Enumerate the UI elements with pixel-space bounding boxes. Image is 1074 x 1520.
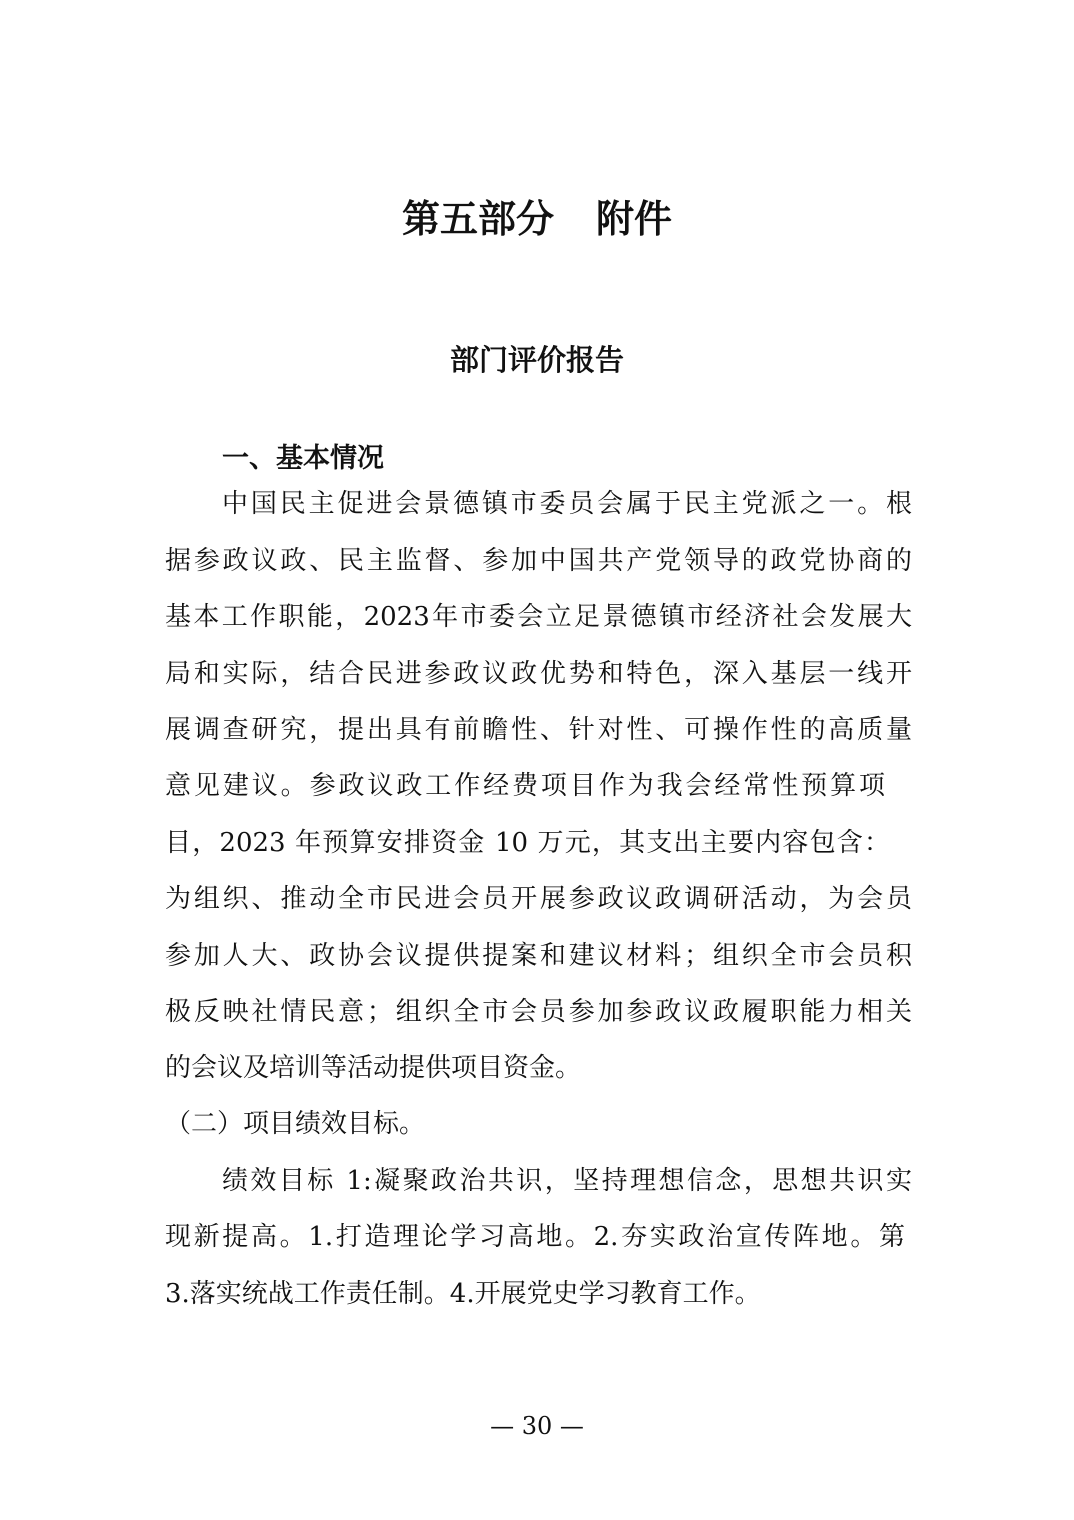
body-line: 局和实际，结合民进参政议政优势和特色，深入基层一线开 <box>165 659 912 689</box>
body-line: 绩效目标 1:凝聚政治共识，坚持理想信念，思想共识实 <box>222 1166 912 1196</box>
report-subtitle: 部门评价报告 <box>449 343 624 377</box>
body-line: 的会议及培训等活动提供项目资金。 <box>165 1053 582 1083</box>
body-line: 展调查研究，提出具有前瞻性、针对性、可操作性的高质量 <box>165 715 912 745</box>
page-title <box>0 188 1074 243</box>
body-line: 基本工作职能，2023年市委会立足景德镇市经济社会发展大 <box>165 602 912 632</box>
title-part: 第五部分 <box>401 197 554 241</box>
body-line: 现新提高。1.打造理论学习高地。2.夯实政治宣传阵地。第 <box>165 1222 905 1252</box>
body-line: 3.落实统战工作责任制。4.开展党史学习教育工作。 <box>165 1279 761 1309</box>
body-line: 为组织、推动全市民进会员开展参政议政调研活动，为会员 <box>165 884 912 914</box>
subsection-heading: （二）项目绩效目标。 <box>165 1109 426 1139</box>
body-line: 极反映社情民意；组织全市会员参加参政议政履职能力相关 <box>165 997 912 1027</box>
body-line: 据参政议政、民主监督、参加中国共产党领导的政党协商的 <box>165 546 912 576</box>
section-heading: 一、基本情况 <box>222 443 384 474</box>
title-name: 附件 <box>596 197 673 241</box>
body-line: 目，2023 年预算安排资金 10 万元，其支出主要内容包含： <box>165 828 890 858</box>
body-line: 意见建议。参政议政工作经费项目作为我会经常性预算项 <box>165 771 885 801</box>
body-line: 中国民主促进会景德镇市委员会属于民主党派之一。根 <box>222 489 912 519</box>
body-line: 参加人大、政协会议提供提案和建议材料；组织全市会员积 <box>165 941 912 971</box>
page-number: — 30 — <box>490 1412 584 1440</box>
